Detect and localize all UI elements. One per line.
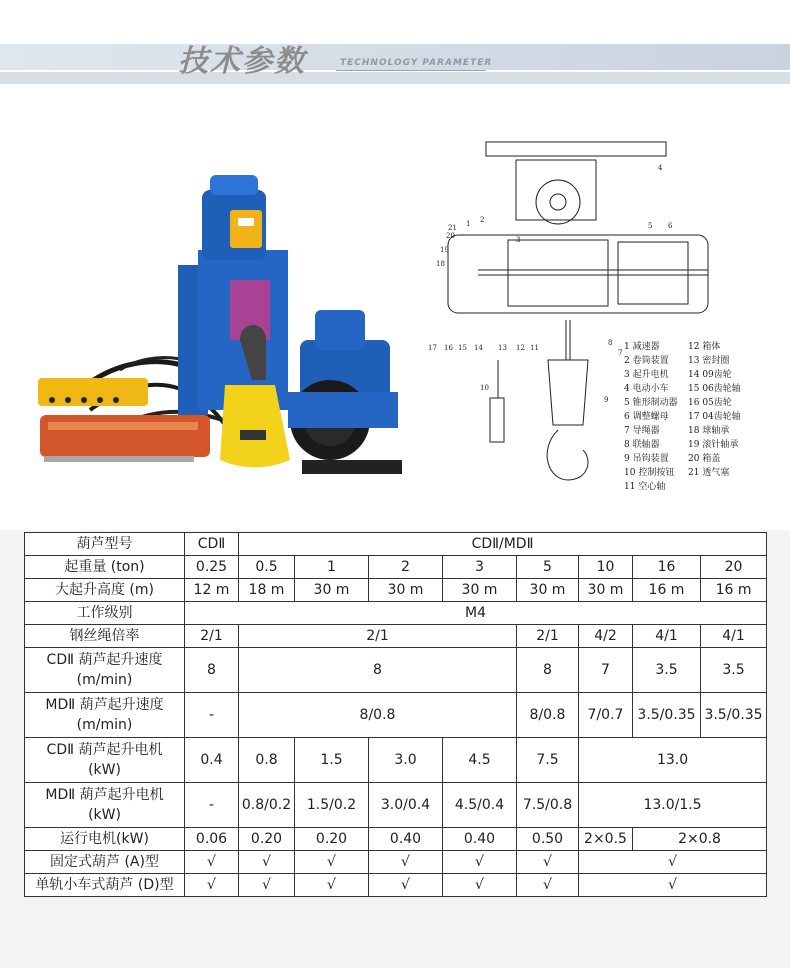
hoist-product-photo <box>20 160 420 490</box>
table-cell: 2/1 <box>185 625 239 648</box>
table-row <box>25 851 767 874</box>
table-cell: 0.8/0.2 <box>239 783 295 828</box>
table-cell: 4.5/0.4 <box>443 783 517 828</box>
table-cell: 8 <box>239 648 517 693</box>
table-cell: 18 m <box>239 579 295 602</box>
table-cell: 2×0.8 <box>633 828 767 851</box>
row-header: 运行电机(kW) <box>25 828 185 851</box>
check-mark: √ <box>579 851 767 874</box>
table-cell: 8 <box>517 648 579 693</box>
callout-label: 20 <box>446 232 455 240</box>
table-cell: 3.5/0.35 <box>701 693 767 738</box>
row-header: 固定式葫芦 (A)型 <box>25 851 185 874</box>
table-cell: 0.4 <box>185 738 239 783</box>
table-cell: 2/1 <box>517 625 579 648</box>
table-row <box>25 533 767 556</box>
callout-label: 16 <box>444 344 453 352</box>
table-row <box>25 828 767 851</box>
table-cell: 0.8 <box>239 738 295 783</box>
legend-item: 15 06齿轮轴 <box>688 384 741 394</box>
check-mark: √ <box>185 874 239 897</box>
table-cell: 30 m <box>443 579 517 602</box>
callout-label: 14 <box>474 344 483 352</box>
legend-item: 11 空心轴 <box>624 482 666 492</box>
check-mark: √ <box>185 851 239 874</box>
table-cell: 3.5 <box>701 648 767 693</box>
check-mark: √ <box>239 851 295 874</box>
row-header: 起重量 (ton) <box>25 556 185 579</box>
table-cell: 7 <box>579 648 633 693</box>
callout-label: 5 <box>648 222 653 230</box>
table-cell: 0.50 <box>517 828 579 851</box>
table-cell: 20 <box>701 556 767 579</box>
row-header: 钢丝绳倍率 <box>25 625 185 648</box>
callout-label: 1 <box>466 220 471 228</box>
table-cell: 16 m <box>633 579 701 602</box>
table-cell: 1.5/0.2 <box>295 783 369 828</box>
table-cell: 4/1 <box>633 625 701 648</box>
legend-item: 19 滚针轴承 <box>688 440 739 450</box>
row-header: 单轨小车式葫芦 (D)型 <box>25 874 185 897</box>
table-cell: - <box>185 693 239 738</box>
legend-item: 2 卷筒装置 <box>624 356 669 366</box>
legend-item: 4 电动小车 <box>624 384 669 394</box>
table-cell: 30 m <box>369 579 443 602</box>
check-mark: √ <box>517 851 579 874</box>
callout-label: 6 <box>668 222 673 230</box>
row-header-unit: (kW) <box>88 807 121 823</box>
table-cell: 8/0.8 <box>239 693 517 738</box>
callout-label: 4 <box>658 164 663 172</box>
table-row <box>25 693 767 738</box>
table-cell: 30 m <box>579 579 633 602</box>
legend-item: 13 密封圈 <box>688 356 730 366</box>
legend-item: 7 导绳器 <box>624 426 660 436</box>
check-mark: √ <box>443 874 517 897</box>
table-cell: 2×0.5 <box>579 828 633 851</box>
subtitle-underline <box>336 70 486 71</box>
table-cell: 10 <box>579 556 633 579</box>
diagram-legend-left <box>624 340 678 494</box>
table-row <box>25 783 767 828</box>
table-cell: 3.0/0.4 <box>369 783 443 828</box>
table-row <box>25 602 767 625</box>
row-header <box>25 738 185 783</box>
table-cell: CDⅡ <box>185 533 239 556</box>
callout-label: 9 <box>604 396 609 404</box>
table-cell: 7.5/0.8 <box>517 783 579 828</box>
table-row <box>25 579 767 602</box>
legend-item: 18 球轴承 <box>688 426 730 436</box>
table-cell: 3 <box>443 556 517 579</box>
table-cell: 1.5 <box>295 738 369 783</box>
legend-item: 17 04齿轮轴 <box>688 412 741 422</box>
table-cell: 4.5 <box>443 738 517 783</box>
check-mark: √ <box>239 874 295 897</box>
table-cell: 0.25 <box>185 556 239 579</box>
table-cell: 16 <box>633 556 701 579</box>
legend-item: 9 吊钩装置 <box>624 454 669 464</box>
callout-label: 21 <box>448 224 457 232</box>
callout-label: 18 <box>436 260 445 268</box>
callout-label: 19 <box>440 246 449 254</box>
spec-table <box>24 532 767 897</box>
callout-label: 11 <box>530 344 539 352</box>
table-cell: 8 <box>185 648 239 693</box>
table-cell: 13.0 <box>579 738 767 783</box>
row-header-unit: (m/min) <box>76 717 133 733</box>
table-cell: CDⅡ/MDⅡ <box>239 533 767 556</box>
legend-item: 21 透气塞 <box>688 468 730 478</box>
row-header: 葫芦型号 <box>25 533 185 556</box>
table-cell: 2/1 <box>239 625 517 648</box>
row-header-line: MDⅡ 葫芦起升电机 <box>45 787 164 803</box>
table-cell: 8/0.8 <box>517 693 579 738</box>
table-row <box>25 625 767 648</box>
check-mark: √ <box>295 874 369 897</box>
legend-item: 6 调整螺母 <box>624 412 669 422</box>
table-cell: 7/0.7 <box>579 693 633 738</box>
legend-item: 10 控制按钮 <box>624 468 675 478</box>
check-mark: √ <box>517 874 579 897</box>
legend-item: 5 锥形制动器 <box>624 398 678 408</box>
table-row <box>25 738 767 783</box>
table-cell: 4/1 <box>701 625 767 648</box>
diagram-legend-right <box>688 340 741 480</box>
callout-label: 2 <box>480 216 485 224</box>
row-header <box>25 693 185 738</box>
check-mark: √ <box>369 874 443 897</box>
legend-item: 3 起升电机 <box>624 370 669 380</box>
table-cell: 12 m <box>185 579 239 602</box>
row-header: 大起升高度 (m) <box>25 579 185 602</box>
table-cell: 0.40 <box>443 828 517 851</box>
page-title: 技术参数 <box>178 44 306 79</box>
table-cell: 0.20 <box>295 828 369 851</box>
callout-label: 12 <box>516 344 525 352</box>
callout-label: 3 <box>516 236 521 244</box>
callout-label: 7 <box>618 349 623 357</box>
table-cell: 0.40 <box>369 828 443 851</box>
check-mark: √ <box>443 851 517 874</box>
row-header <box>25 648 185 693</box>
legend-item: 8 联轴器 <box>624 440 660 450</box>
row-header <box>25 783 185 828</box>
callout-label: 8 <box>608 339 613 347</box>
callout-label: 13 <box>498 344 507 352</box>
callout-label: 15 <box>458 344 467 352</box>
table-cell: 0.5 <box>239 556 295 579</box>
table-cell: M4 <box>185 602 767 625</box>
row-header: 工作级别 <box>25 602 185 625</box>
legend-item: 14 09齿轮 <box>688 370 732 380</box>
row-header-unit: (m/min) <box>76 672 133 688</box>
table-cell: 3.0 <box>369 738 443 783</box>
legend-item: 16 05齿轮 <box>688 398 732 408</box>
table-cell: 30 m <box>295 579 369 602</box>
table-cell: 0.20 <box>239 828 295 851</box>
check-mark: √ <box>295 851 369 874</box>
table-cell: 2 <box>369 556 443 579</box>
banner-stripe-lower <box>0 72 790 84</box>
table-cell: 0.06 <box>185 828 239 851</box>
legend-item: 12 箱体 <box>688 342 721 352</box>
page-subtitle: TECHNOLOGY PARAMETER <box>340 58 493 68</box>
row-header-line: MDⅡ 葫芦起升速度 <box>45 697 164 713</box>
table-cell: 5 <box>517 556 579 579</box>
header-banner <box>0 0 790 112</box>
table-row <box>25 556 767 579</box>
legend-item: 20 箱盖 <box>688 454 721 464</box>
table-cell: 3.5/0.35 <box>633 693 701 738</box>
table-row <box>25 874 767 897</box>
row-header-line: CDⅡ 葫芦起升速度 <box>46 652 163 668</box>
legend-item: 1 减速器 <box>624 342 660 352</box>
table-cell: 16 m <box>701 579 767 602</box>
table-cell: 30 m <box>517 579 579 602</box>
table-cell: 4/2 <box>579 625 633 648</box>
callout-label: 10 <box>480 384 489 392</box>
callout-label: 17 <box>428 344 437 352</box>
table-cell: 1 <box>295 556 369 579</box>
row-header-line: CDⅡ 葫芦起升电机 <box>46 742 163 758</box>
row-header-unit: (kW) <box>88 762 121 778</box>
check-mark: √ <box>369 851 443 874</box>
table-row <box>25 648 767 693</box>
table-cell: - <box>185 783 239 828</box>
table-cell: 3.5 <box>633 648 701 693</box>
table-cell: 13.0/1.5 <box>579 783 767 828</box>
check-mark: √ <box>579 874 767 897</box>
table-cell: 7.5 <box>517 738 579 783</box>
